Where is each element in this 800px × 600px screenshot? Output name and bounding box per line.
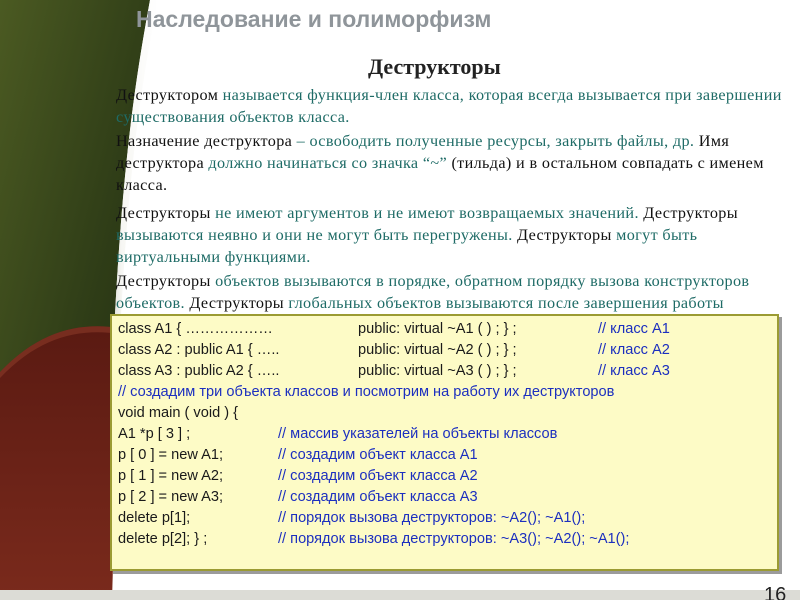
body-text <box>116 84 788 312</box>
code-line-3-decl: class A3 : public A2 { ….. <box>118 363 280 379</box>
code-line-2-destructor: public: virtual ~A2 ( ) ; } ; <box>358 342 517 358</box>
code-line-1-destructor: public: virtual ~A1 ( ) ; } ; <box>358 321 517 337</box>
code-line-3-comment: // класс A3 <box>598 363 670 379</box>
code-line-8-stmt: p [ 1 ] = new A2; <box>118 468 224 484</box>
code-line-2-decl: class A2 : public A1 { ….. <box>118 342 280 358</box>
slide-subtitle: Деструкторы <box>368 54 501 79</box>
code-example-box <box>110 314 779 571</box>
text-run: Деструкторы <box>116 204 211 222</box>
text-run: глобальных объектов вызываются после завершения работы <box>288 294 724 312</box>
code-line-4-comment: // создадим три объекта классов и посмотрим на работу их деструкторов <box>118 384 615 400</box>
code-line-9-comment: // создадим объект класса A3 <box>278 489 478 505</box>
text-run: должно начинаться со значка “~” <box>204 154 452 172</box>
paragraph-purpose <box>116 130 788 196</box>
code-line-7-stmt: p [ 0 ] = new A1; <box>118 447 224 463</box>
code-line-1-decl: class A1 { ……………… <box>118 321 273 337</box>
code-line-6-comment: // массив указателей на объекты классов <box>278 426 558 442</box>
code-line-2-comment: // класс A2 <box>598 342 670 358</box>
paragraph-call-order <box>116 270 788 312</box>
text-run: Деструкторы <box>643 204 738 222</box>
code-line-8-comment: // создадим объект класса A2 <box>278 468 478 484</box>
text-run: вызываются неявно и они не могут быть перегружены. <box>116 226 518 244</box>
code-line-10-comment: // порядок вызова деструкторов: ~A2(); ~A1(); <box>278 510 586 526</box>
code-line-5-main: void main ( void ) { <box>118 405 239 421</box>
text-run: объектов вызываются в порядке, обратном порядку вызова конструкторов объектов. <box>116 272 750 312</box>
text-run: Деструкторы <box>116 272 211 290</box>
code-line-7-comment: // создадим объект класса A1 <box>278 447 478 463</box>
paragraph-properties <box>116 202 788 268</box>
text-run: называется функция-член класса, которая всегда вызывается при завершении существования объектов класса. <box>116 86 782 126</box>
text-run: Деструкторы <box>517 226 612 244</box>
code-line-10-stmt: delete p[1]; <box>118 510 191 526</box>
code-line-3-destructor: public: virtual ~A3 ( ) ; } ; <box>358 363 517 379</box>
slide-title: Наследование и полиморфизм <box>136 6 492 32</box>
code-line-9-stmt: p [ 2 ] = new A3; <box>118 489 224 505</box>
page-number: 16 <box>764 584 787 600</box>
text-run: могут быть виртуальными функциями. <box>116 226 698 266</box>
text-run: Назначение деструктора <box>116 132 293 150</box>
text-run: – освободить полученные ресурсы, закрыть файлы, др. <box>292 132 699 150</box>
text-run: Деструктором <box>116 86 219 104</box>
code-line-11-stmt: delete p[2]; } ; <box>118 531 208 547</box>
text-run: не имеют аргументов и не имеют возвращаемых значений. <box>210 204 644 222</box>
code-line-11-comment: // порядок вызова деструкторов: ~A3(); ~A2(); ~A1(); <box>278 531 630 547</box>
text-run: (тильда) и в остальном совпадать с именем класса. <box>116 154 764 194</box>
paragraph-definition <box>116 84 788 128</box>
code-line-1-comment: // класс A1 <box>598 321 670 337</box>
text-run: Имя деструктора <box>116 132 730 172</box>
text-run: Деструкторы <box>189 294 285 312</box>
code-line-6-stmt: A1 *p [ 3 ] ; <box>118 426 191 442</box>
